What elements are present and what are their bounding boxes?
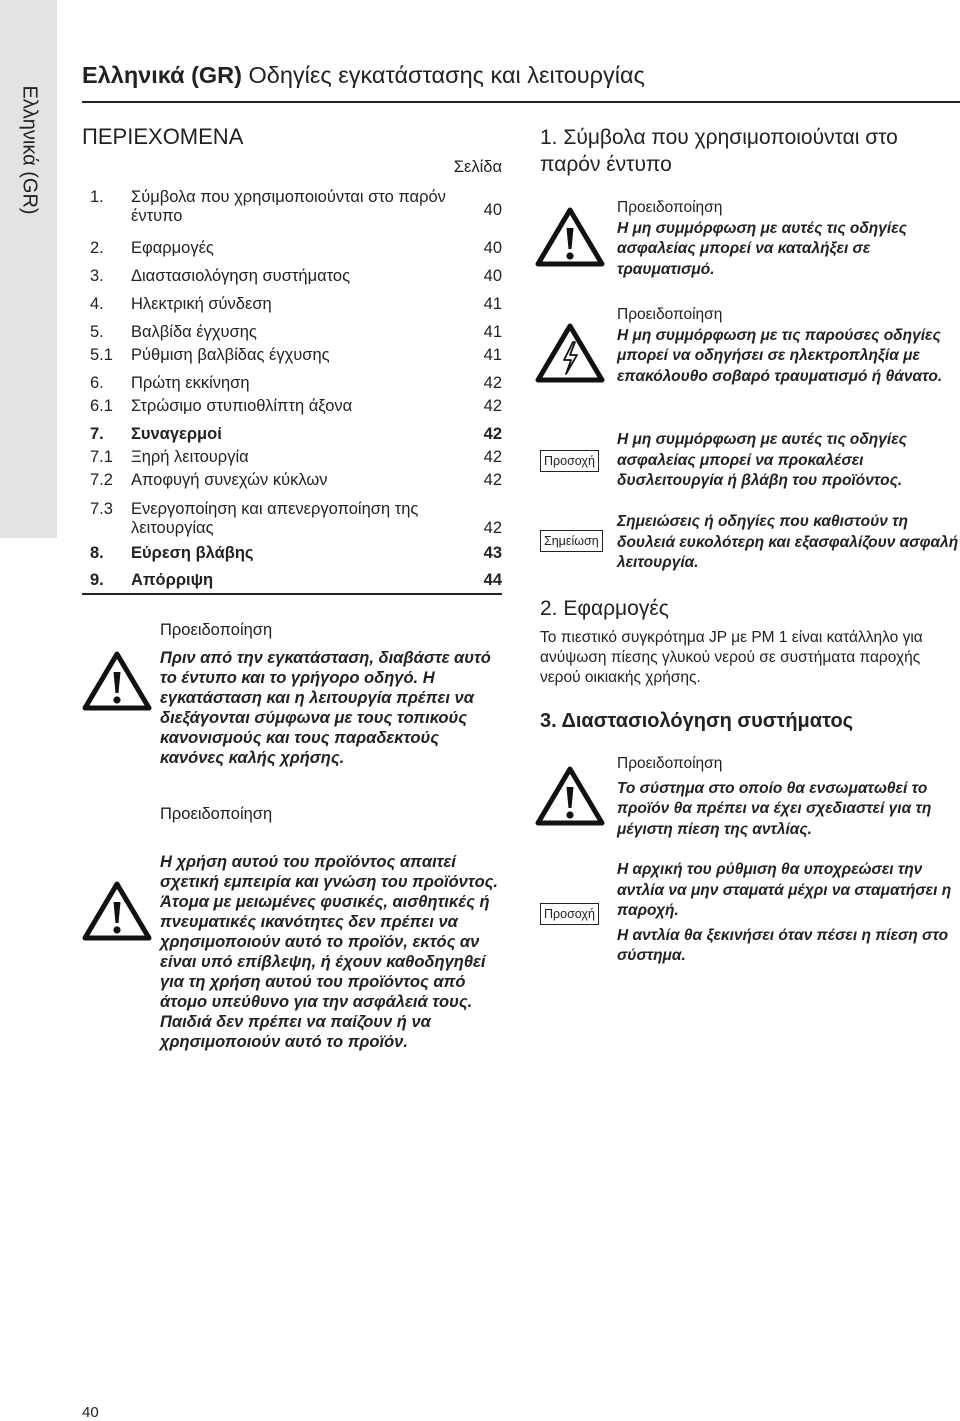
caution-text: Η μη συμμόρφωση με αυτές τις οδηγίες ασφαλείας μπορεί να προκαλέσει δυσλειτουργία ή βλάβη του προϊόντος. xyxy=(617,431,907,489)
warning-keyword: Προειδοποίηση xyxy=(617,199,723,216)
toc-item-label: Ξηρή λειτουργία xyxy=(131,448,249,466)
toc-item-number: 5. xyxy=(90,323,104,341)
toc-item-number: 7.3 xyxy=(90,500,113,518)
toc-item[interactable] xyxy=(90,500,502,544)
toc-item-number: 6.1 xyxy=(90,397,113,415)
toc-item[interactable] xyxy=(90,544,502,571)
toc-item[interactable] xyxy=(90,295,502,323)
toc-divider xyxy=(82,593,502,595)
toc-item-number: 7. xyxy=(90,425,104,443)
warning-text: Η μη συμμόρφωση με αυτές τις οδηγίες ασφαλείας μπορεί να καταλήξει σε τραυματισμό. xyxy=(617,219,907,278)
caution-text: Η αρχική του ρύθμιση θα υποχρεώσει την αντλία να μην σταματά μέχρι να σταματήσει η παροχή. xyxy=(617,861,952,919)
toc-item-label: Εφαρμογές xyxy=(131,239,214,257)
page-number: 40 xyxy=(82,1404,99,1421)
toc-item[interactable] xyxy=(90,397,502,425)
section-heading: 2. Εφαρμογές xyxy=(540,597,669,620)
warning-text: Η μη συμμόρφωση με τις παρούσες οδηγίες μπορεί να οδηγήσει σε ηλεκτροπληξία με επακόλουθο σοβαρό τραυματισμό ή θάνατο. xyxy=(617,326,943,385)
table-of-contents xyxy=(90,188,502,595)
warning-text: Η χρήση αυτού του προϊόντος απαιτεί σχετική εμπειρία και γνώση του προϊόντος. Άτομα με μειωμένες φυσικές, αισθητικές ή πνευματικές ικανότητες δεν πρέπει να χρησιμοποιούν αυτό το προϊόν, εκτός αν είναι υπό επίβλεψη, ή έχουν καθοδηγηθεί για τη χρήση αυτού του προϊόντος από άτομο υπεύθυνο για την ασφάλειά τους. Παιδιά δεν πρέπει να παίζουν ή να χρησιμοποιούν αυτό το προϊόν. xyxy=(160,853,499,1051)
caution-block xyxy=(617,860,960,967)
warning-triangle-icon xyxy=(82,880,152,942)
side-tab-label: Ελληνικά (GR) xyxy=(18,85,41,215)
warning-triangle-icon xyxy=(535,206,605,268)
warning-triangle-icon xyxy=(82,650,152,712)
toc-item-label: Ηλεκτρική σύνδεση xyxy=(131,295,272,313)
toc-item[interactable] xyxy=(90,374,502,397)
toc-item-number: 7.2 xyxy=(90,471,113,489)
caution-label: Προσοχή xyxy=(540,450,599,472)
warning-block xyxy=(617,754,960,840)
toc-item-number: 2. xyxy=(90,239,104,257)
title-language: Ελληνικά (GR) xyxy=(82,62,242,88)
warning-keyword: Προειδοποίηση xyxy=(617,755,723,772)
warning-block xyxy=(160,620,505,768)
title-divider xyxy=(82,101,960,103)
warning-keyword: Προειδοποίηση xyxy=(617,306,723,323)
document-title xyxy=(82,62,645,89)
toc-item[interactable] xyxy=(90,188,502,239)
toc-item-label: Πρώτη εκκίνηση xyxy=(131,374,250,392)
note-text: Σημειώσεις ή οδηγίες που καθιστούν τη δουλειά ευκολότερη και εξασφαλίζουν ασφαλή λειτουργία. xyxy=(617,513,959,571)
section-heading: 1. Σύμβολα που χρησιμοποιούνται στο παρόν έντυπο xyxy=(540,126,898,176)
toc-item-number: 1. xyxy=(90,188,104,206)
toc-item[interactable] xyxy=(90,471,502,500)
toc-item-label: Βαλβίδα έγχυσης xyxy=(131,323,257,341)
note-block xyxy=(617,512,960,574)
toc-item-page: 40 xyxy=(483,267,502,285)
toc-item-number: 8. xyxy=(90,544,104,562)
toc-item[interactable] xyxy=(90,571,502,595)
toc-page-column-header: Σελίδα xyxy=(453,158,502,176)
toc-item[interactable] xyxy=(90,346,502,374)
caution-label: Προσοχή xyxy=(540,903,599,925)
toc-item-page: 41 xyxy=(483,346,502,364)
toc-item-page: 42 xyxy=(483,374,502,392)
toc-item-page: 43 xyxy=(483,544,502,562)
toc-item-number: 6. xyxy=(90,374,104,392)
toc-item-label: Ρύθμιση βαλβίδας έγχυσης xyxy=(131,346,330,364)
caution-text: Η αντλία θα ξεκινήσει όταν πέσει η πίεση στο σύστημα. xyxy=(617,926,949,964)
toc-item-page: 41 xyxy=(483,323,502,341)
warning-text: Το σύστημα στο οποίο θα ενσωματωθεί το προϊόν θα πρέπει να έχει σχεδιαστεί για τη μέγιστη πίεση της αντλίας. xyxy=(617,779,932,838)
warning-text: Πριν από την εγκατάσταση, διαβάστε αυτό το έντυπο και το γρήγορο οδηγό. Η εγκατάσταση και η λειτουργία πρέπει να διεξάγονται σύμφωνα με τους τοπικούς κανονισμούς και τους παραδεκτούς κανόνες καλής χρήσης. xyxy=(160,649,491,767)
toc-item-page: 40 xyxy=(483,201,502,219)
warning-triangle-icon xyxy=(535,765,605,827)
side-language-tab xyxy=(0,0,57,538)
warning-keyword: Προειδοποίηση xyxy=(160,621,273,639)
toc-item[interactable] xyxy=(90,267,502,295)
warning-block xyxy=(617,305,960,387)
toc-item-page: 40 xyxy=(483,239,502,257)
toc-item-number: 9. xyxy=(90,571,104,589)
toc-item-label: Ενεργοποίηση και απενεργοποίηση της λειτουργίας xyxy=(131,500,419,537)
toc-item-label: Συναγερμοί xyxy=(131,425,222,443)
toc-item-page: 42 xyxy=(483,519,502,537)
warning-block xyxy=(617,198,960,280)
toc-item-page: 41 xyxy=(483,295,502,313)
section-body-text: Το πιεστικό συγκρότημα JP με PM 1 είναι κατάλληλο για ανύψωση πίεσης γλυκού νερού σε συστήματα παροχής νερού οικιακής χρήσης. xyxy=(540,629,923,686)
toc-item-number: 7.1 xyxy=(90,448,113,466)
title-description: Οδηγίες εγκατάστασης και λειτουργίας xyxy=(241,62,645,88)
toc-item-label: Αποφυγή συνεχών κύκλων xyxy=(131,471,328,489)
note-label: Σημείωση xyxy=(540,530,603,552)
toc-item-label: Στρώσιμο στυπιοθλίπτη άξονα xyxy=(131,397,353,415)
toc-item[interactable] xyxy=(90,239,502,267)
toc-item-label: Εύρεση βλάβης xyxy=(131,544,254,562)
toc-item-label: Σύμβολα που χρησιμοποιούνται στο παρόν έντυπο xyxy=(131,188,446,225)
toc-item-page: 44 xyxy=(483,571,502,589)
toc-item-page: 42 xyxy=(483,471,502,489)
toc-heading: ΠΕΡΙΕΧΟΜΕΝΑ xyxy=(82,124,244,149)
toc-item-page: 42 xyxy=(483,425,502,443)
toc-item[interactable] xyxy=(90,323,502,346)
toc-item-number: 5.1 xyxy=(90,346,113,364)
toc-item-label: Απόρριψη xyxy=(131,571,214,589)
toc-item-page: 42 xyxy=(483,397,502,415)
section-heading: 3. Διαστασιολόγηση συστήματος xyxy=(540,710,854,732)
electrical-warning-icon xyxy=(535,322,605,384)
toc-item-label: Διαστασιολόγηση συστήματος xyxy=(131,267,351,285)
warning-block xyxy=(160,784,505,1072)
toc-item-page: 42 xyxy=(483,448,502,466)
warning-keyword: Προειδοποίηση xyxy=(160,805,273,823)
toc-item-number: 4. xyxy=(90,295,104,313)
toc-item[interactable] xyxy=(90,448,502,471)
caution-block xyxy=(617,430,960,492)
toc-item[interactable] xyxy=(90,425,502,448)
toc-item-number: 3. xyxy=(90,267,104,285)
